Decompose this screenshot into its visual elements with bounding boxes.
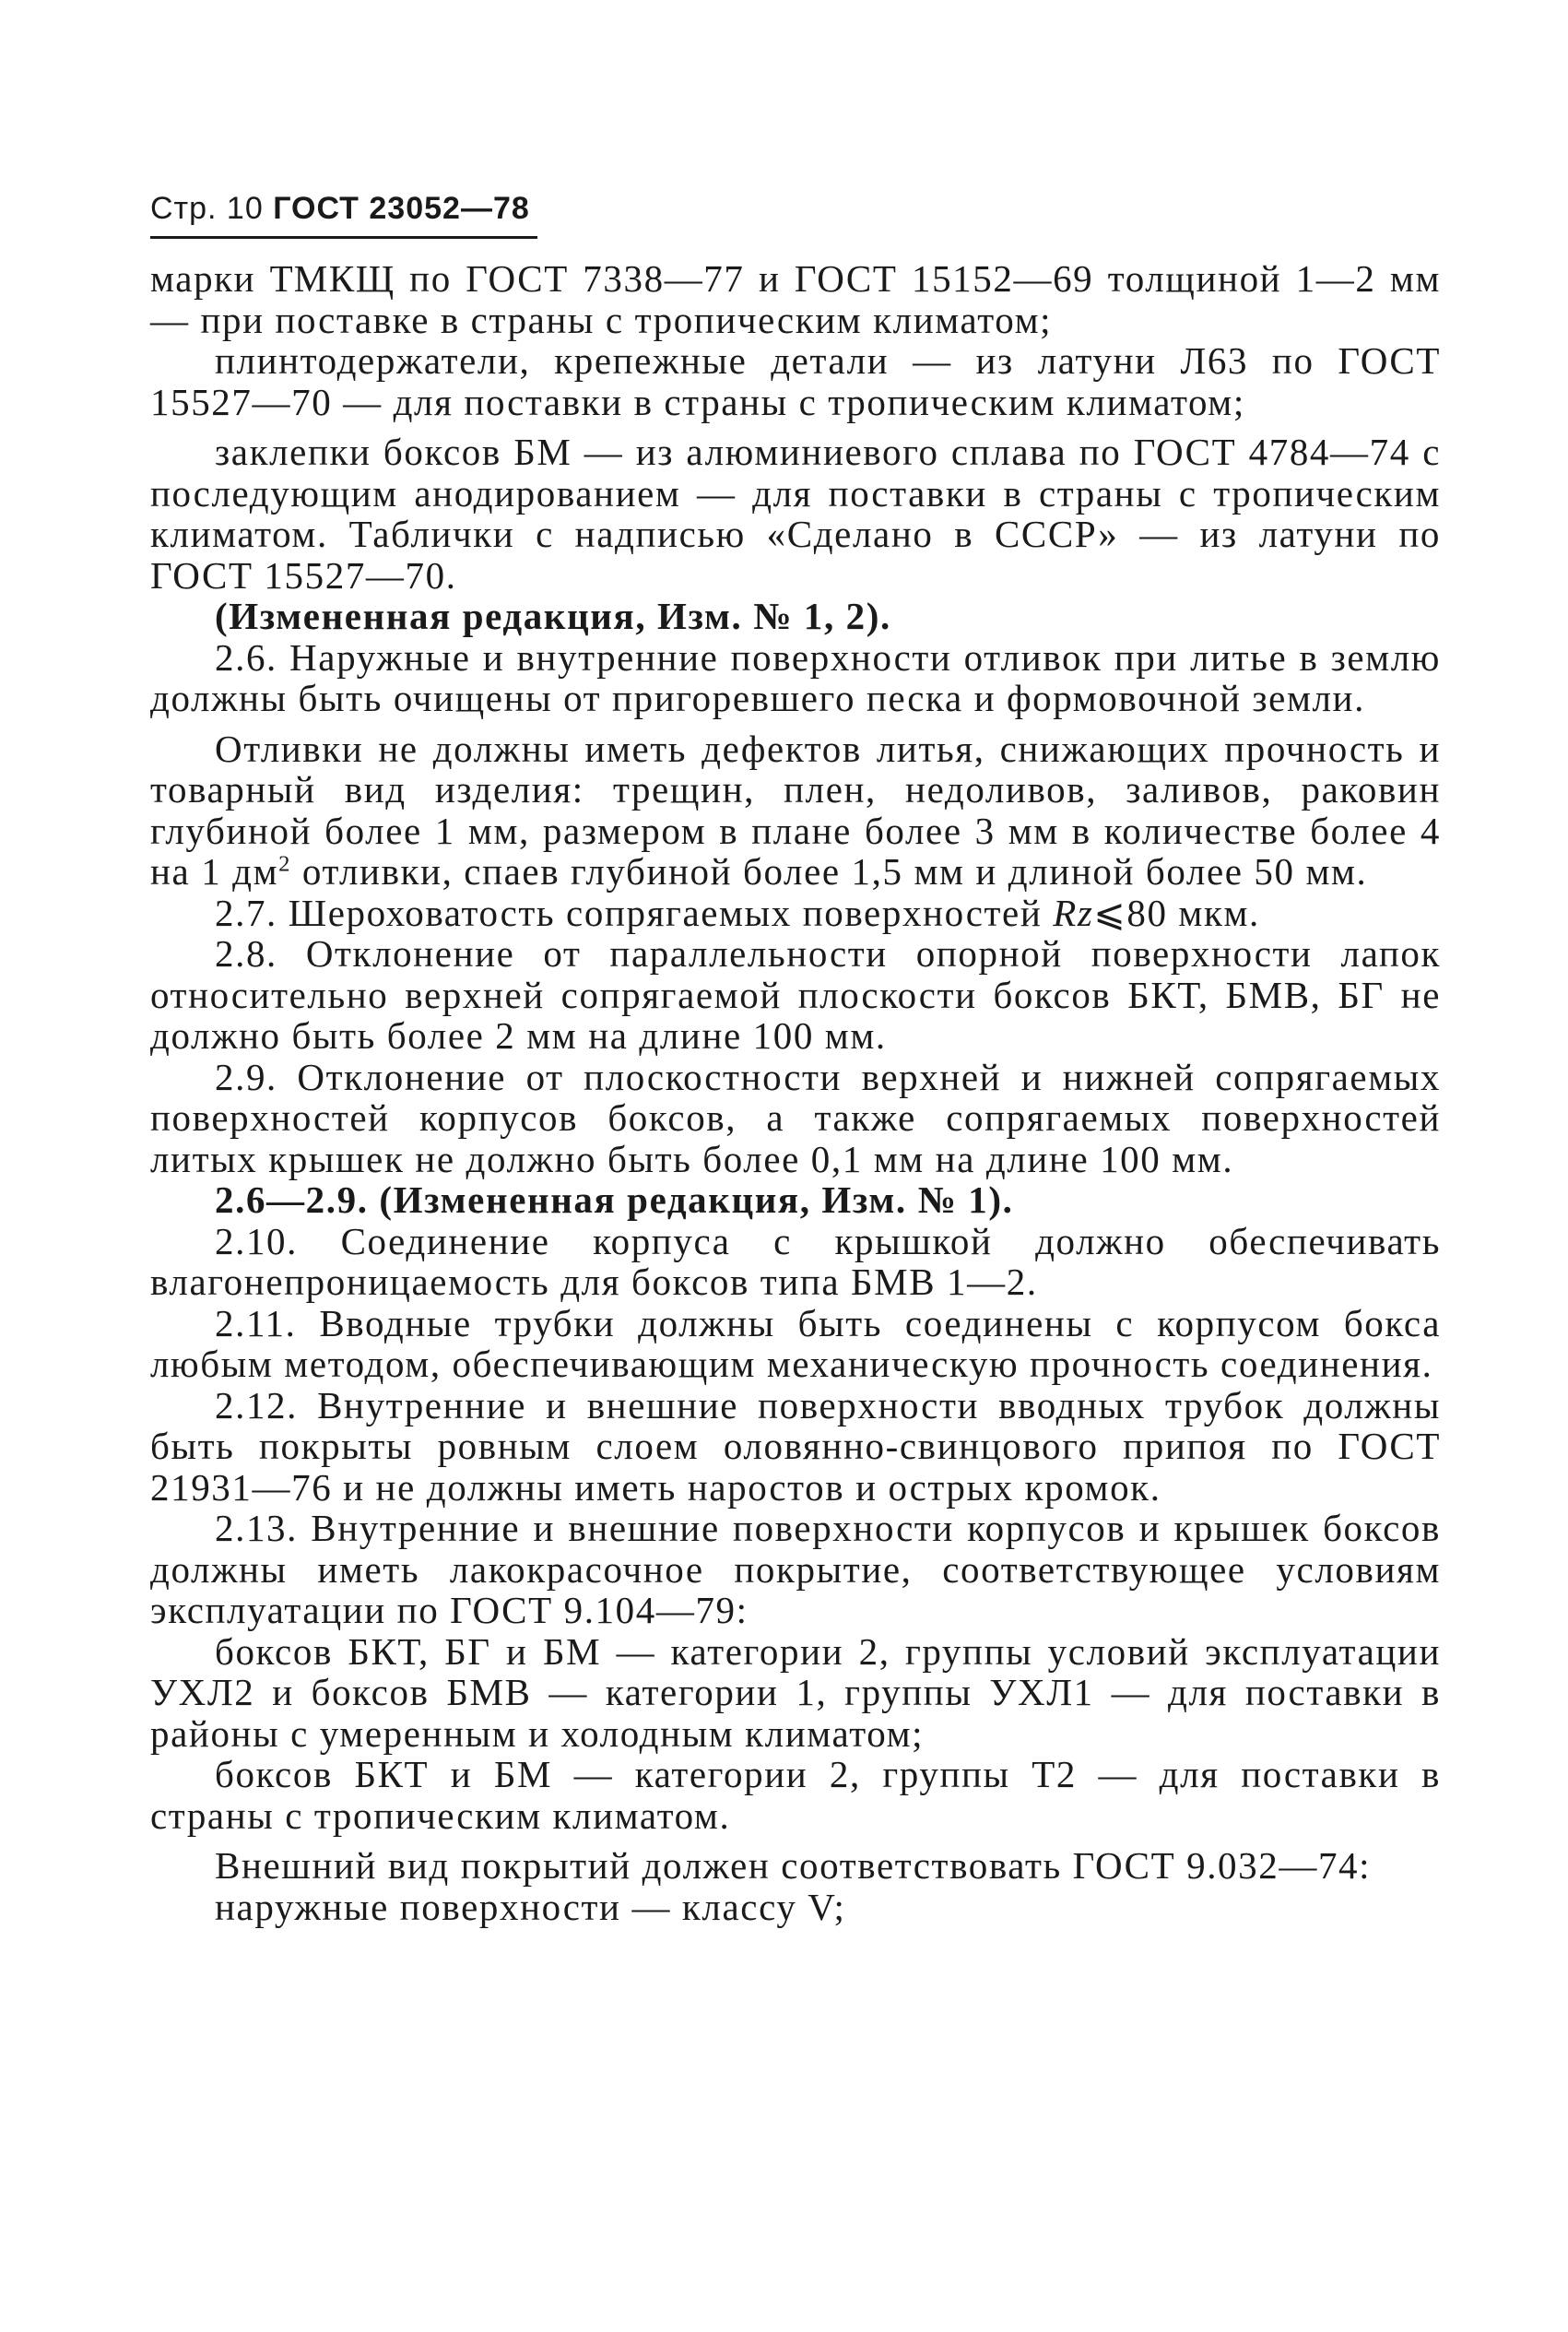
standard-number: ГОСТ 23052—78 bbox=[273, 191, 530, 226]
document-body bbox=[150, 258, 1441, 1927]
clause-2-13: 2.13. Внутренние и внешние поверхности корпусов и крышек боксов должны иметь лакокрасочное покрытие, соответствующее условиям эксплуатации по ГОСТ 9.104—79: bbox=[150, 1507, 1441, 1631]
clause-2-11: 2.11. Вводные трубки должны быть соединены с корпусом бокса любым методом, обеспечивающим механическую прочность соединения. bbox=[150, 1301, 1441, 1385]
clause-2-8: 2.8. Отклонение от параллельности опорной поверхности лапок относительно верхней сопрягаемой плоскости боксов БКТ, БМВ, БГ не должно быть более 2 мм на длине 100 мм. bbox=[150, 932, 1441, 1057]
clause-2-9: 2.9. Отклонение от плоскостности верхней и нижней сопрягаемых поверхностей корпусов боксов, а также сопрягаемых поверхностей литых крышек не должно быть более 0,1 мм на длине 100 мм. bbox=[150, 1055, 1441, 1180]
roughness-text-a: 2.7. Шероховатость сопрягаемых поверхностей bbox=[215, 891, 1054, 934]
roughness-text-b: ⩽80 мкм. bbox=[1093, 891, 1260, 934]
dm-superscript: 2 bbox=[278, 851, 292, 877]
castings-text-b: отливки, спаев глубиной более 1,5 мм и длиной более 50 мм. bbox=[291, 850, 1368, 893]
paragraph-plinth-holders: плинтодержатели, крепежные детали — из латуни Л63 по ГОСТ 15527—70 — для поставки в страны с тропическим климатом; bbox=[150, 339, 1441, 423]
castings-text-a: Отливки не должны иметь дефектов литья, снижающих прочность и товарный вид изделия: трещин, плен, недоливов, заливов, раковин глубиной более 1 мм, размером в плане более 3 мм в количестве более 4 на 1 дм bbox=[150, 727, 1441, 893]
paragraph-rivets: заклепки боксов БМ — из алюминиевого сплава по ГОСТ 4784—74 с последующим анодированием — для поставки в страны с тропическим климатом. Таблички с надписью «Сделано в СССР» — из латуни по ГОСТ 15527—70. bbox=[150, 431, 1441, 597]
amendment-note-2-6-2-9: 2.6—2.9. (Измененная редакция, Изм. № 1). bbox=[215, 1178, 1014, 1221]
page-number-label: Стр. 10 bbox=[150, 191, 274, 226]
clause-2-10: 2.10. Соединение корпуса с крышкой должно обеспечивать влагонепроницаемость для боксов типа БМВ 1—2. bbox=[150, 1219, 1441, 1303]
clause-2-12: 2.12. Внутренние и внешние поверхности вводных трубок должны быть покрыты ровным слоем оловянно-свинцового припоя по ГОСТ 21931—76 и не должны иметь наростов и острых кромок. bbox=[150, 1383, 1441, 1509]
clause-2-7 bbox=[150, 893, 1441, 934]
page-header bbox=[150, 190, 530, 227]
clause-2-13-tropical: боксов БКТ и БМ — категории 2, группы Т2 — для поставки в страны с тропическим климатом. bbox=[150, 1753, 1441, 1837]
rz-symbol: Rz bbox=[1053, 891, 1094, 934]
clause-2-6-castings bbox=[150, 728, 1441, 893]
coating-appearance: Внешний вид покрытий должен соответствовать ГОСТ 9.032—74: bbox=[215, 1844, 1372, 1887]
outer-surfaces-class: наружные поверхности — классу V; bbox=[215, 1885, 846, 1928]
header-rule bbox=[150, 236, 537, 239]
clause-2-6: 2.6. Наружные и внутренние поверхности отливок при литье в землю должны быть очищены от пригоревшего песка и формовочной земли. bbox=[150, 635, 1441, 719]
paragraph-materials-tmkshch: марки ТМКЩ по ГОСТ 7338—77 и ГОСТ 15152—69 толщиной 1—2 мм — при поставке в страны с тропическим климатом; bbox=[150, 257, 1441, 341]
amendment-note-1-2: (Измененная редакция, Изм. № 1, 2). bbox=[215, 595, 891, 637]
clause-2-13-temperate: боксов БКТ, БГ и БМ — категории 2, группы условий эксплуатации УХЛ2 и боксов БМВ — категории 1, группы УХЛ1 — для поставки в районы с умеренным и холодным климатом; bbox=[150, 1629, 1441, 1755]
